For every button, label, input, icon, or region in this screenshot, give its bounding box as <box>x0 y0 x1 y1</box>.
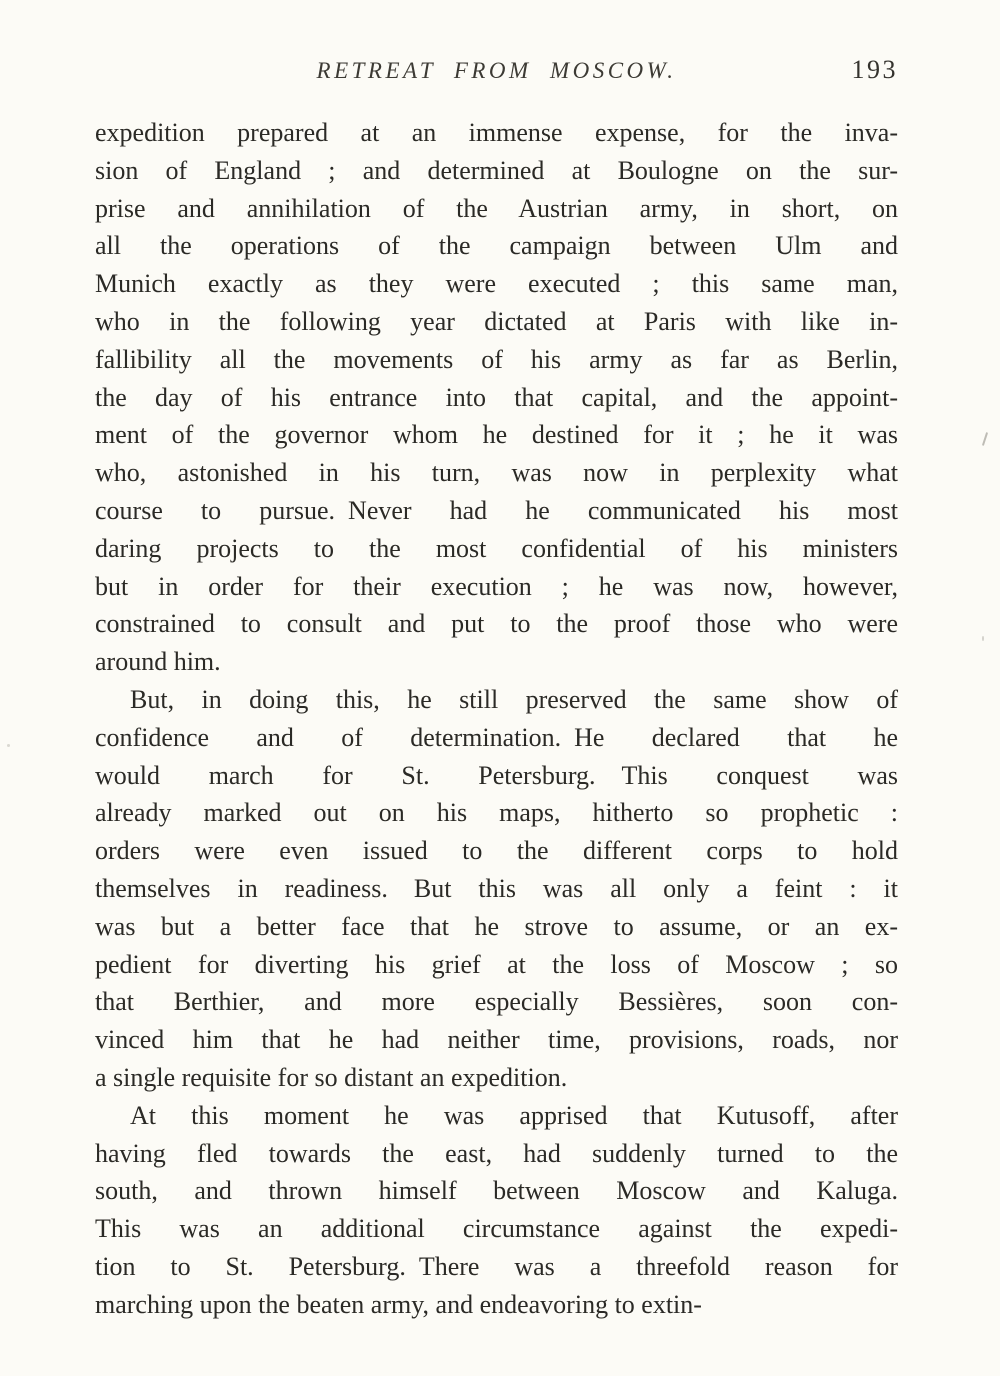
text-line: confidence and of determination. He declared that he <box>95 722 898 752</box>
running-header-title: RETREAT FROM MOSCOW. <box>316 58 677 83</box>
running-header <box>95 55 898 94</box>
text-line: all the operations of the campaign between Ulm and <box>95 231 898 261</box>
text-line: that Berthier, and more especially Bessières, soon con- <box>95 987 898 1017</box>
text-line: around him. <box>95 647 221 677</box>
text-line: themselves in readiness. But this was all only a feint : it <box>95 873 898 903</box>
text-line: having fled towards the east, had suddenly turned to the <box>95 1138 898 1168</box>
text-line: course to pursue. Never had he communicated his most <box>95 495 898 525</box>
text-line: who in the following year dictated at Paris with like in- <box>95 306 898 336</box>
text-line: orders were even issued to the different corps to hold <box>95 836 898 866</box>
scan-artifact-mark <box>982 432 988 446</box>
text-line: who, astonished in his turn, was now in perplexity what <box>95 458 898 488</box>
text-line: sion of England ; and determined at Boulogne on the sur- <box>95 155 898 185</box>
text-line: ment of the governor whom he destined for it ; he it was <box>95 420 898 450</box>
page-number: 193 <box>851 55 898 84</box>
text-line: the day of his entrance into that capital, and the appoint- <box>95 382 898 412</box>
text-line: At this moment he was apprised that Kutusoff, after <box>130 1100 898 1130</box>
text-line: vinced him that he had neither time, provisions, roads, nor <box>95 1025 898 1055</box>
page-body <box>95 114 898 1324</box>
text-line: This was an additional circumstance against the expedi- <box>95 1214 898 1244</box>
paragraph <box>95 1097 898 1324</box>
text-line: a single requisite for so distant an expedition. <box>95 1062 568 1092</box>
text-line: marching upon the beaten army, and endeavoring to extin- <box>95 1289 702 1319</box>
text-line: prise and annihilation of the Austrian army, in short, on <box>95 193 898 223</box>
text-line: daring projects to the most confidential of his ministers <box>95 533 898 563</box>
text-line: south, and thrown himself between Moscow and Kaluga. <box>95 1176 898 1206</box>
text-line: But, in doing this, he still preserved the same show of <box>130 684 898 714</box>
paragraph <box>95 681 898 1097</box>
text-line: was but a better face that he strove to assume, or an ex- <box>95 911 898 941</box>
text-line: would march for St. Petersburg. This conquest was <box>95 760 898 790</box>
scan-artifact-mark <box>7 744 10 747</box>
text-line: expedition prepared at an immense expense, for the inva- <box>95 118 898 147</box>
text-line: fallibility all the movements of his army as far as Berlin, <box>95 344 898 374</box>
text-line: constrained to consult and put to the proof those who were <box>95 609 898 639</box>
text-line: Munich exactly as they were executed ; this same man, <box>95 269 898 299</box>
text-line: already marked out on his maps, hitherto so prophetic : <box>95 798 898 828</box>
paragraph <box>95 114 898 681</box>
scan-artifact-mark <box>982 636 984 641</box>
text-line: but in order for their execution ; he was now, however, <box>95 571 898 601</box>
text-line: tion to St. Petersburg. There was a threefold reason for <box>95 1251 898 1281</box>
text-line: pedient for diverting his grief at the loss of Moscow ; so <box>95 949 898 979</box>
